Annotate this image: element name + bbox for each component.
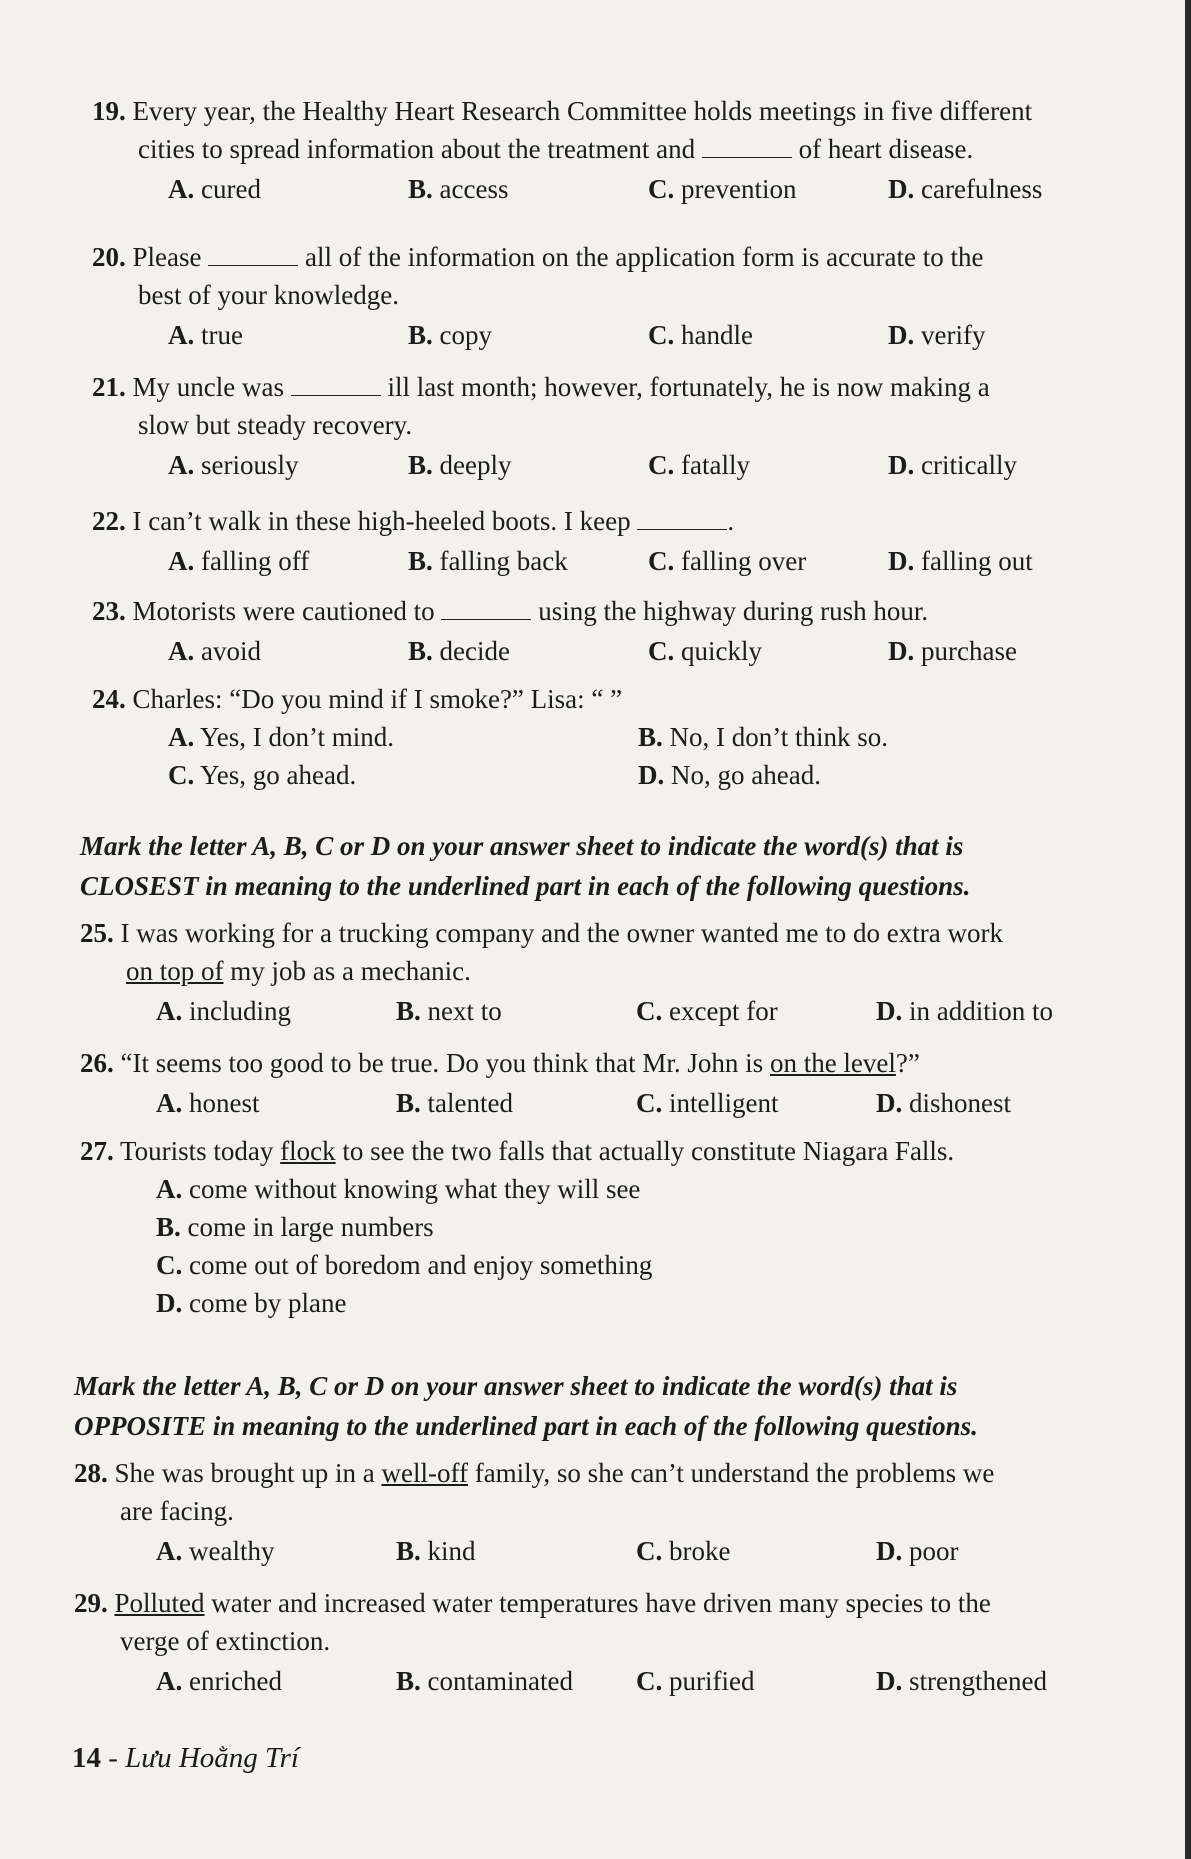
section-instruction-opposite: Mark the letter A, B, C or D on your answer sheet to indicate the word(s) that is OPPOSITE in meaning to the underlined part in each of the following questions.	[74, 1371, 978, 1441]
option-b: B. copy	[408, 320, 492, 350]
question-text: Every year, the Healthy Heart Research Committee holds meetings in five different	[132, 96, 1033, 126]
option-a: A. enriched	[156, 1666, 282, 1696]
question-number: 22.	[92, 506, 126, 536]
question-text: my job as a mechanic.	[230, 956, 471, 986]
question-number: 19.	[92, 96, 126, 126]
question-text: slow but steady recovery.	[138, 410, 413, 440]
option-c: C. except for	[636, 996, 778, 1026]
underlined-phrase: on the level	[769, 1048, 896, 1078]
options-grid	[92, 718, 1182, 794]
option-c: C. falling over	[648, 546, 807, 576]
option-d: D. poor	[876, 1536, 959, 1566]
question-number: 29.	[74, 1588, 108, 1618]
option-d: D. dishonest	[876, 1088, 1012, 1118]
option-b: B. talented	[396, 1088, 513, 1118]
option-a: A. wealthy	[156, 1536, 275, 1566]
underlined-phrase: Polluted	[114, 1588, 205, 1618]
question-text: of heart disease.	[798, 134, 974, 164]
option-c: C. prevention	[648, 174, 797, 204]
option-d: D. strengthened	[876, 1666, 1047, 1696]
option-b: B. No, I don’t think so.	[638, 722, 889, 752]
question-29	[74, 1584, 1180, 1700]
option-b: B. next to	[396, 996, 502, 1026]
option-b: B. access	[408, 174, 509, 204]
question-text: ?”	[895, 1048, 920, 1078]
option-c: C. quickly	[648, 636, 762, 666]
question-text: Charles: “Do you mind if I smoke?” Lisa: “ ”	[132, 684, 623, 714]
options-row	[74, 1662, 1180, 1700]
option-c: C. come out of boredom and enjoy something	[156, 1250, 653, 1280]
page-number: 14	[72, 1742, 101, 1774]
author-name: Lưu Hoằng Trí	[125, 1742, 299, 1774]
options-row	[80, 1084, 1180, 1122]
option-d: D. purchase	[888, 636, 1017, 666]
underlined-phrase: on top of	[126, 956, 224, 986]
option-a: A. true	[168, 320, 243, 350]
options-row	[92, 542, 1182, 580]
question-28	[74, 1454, 1180, 1570]
option-a: A. seriously	[168, 450, 299, 480]
option-d: D. in addition to	[876, 996, 1053, 1026]
question-22	[92, 502, 1182, 580]
option-d: D. falling out	[888, 546, 1033, 576]
option-c: C. broke	[636, 1536, 731, 1566]
answer-blank	[637, 507, 727, 530]
option-b: B. come in large numbers	[156, 1212, 434, 1242]
question-text: are facing.	[120, 1496, 234, 1526]
underlined-phrase: flock	[280, 1136, 336, 1166]
option-a: A. cured	[168, 174, 261, 204]
option-d: D. come by plane	[156, 1288, 347, 1318]
question-text: to see the two falls that actually constitute Niagara Falls.	[342, 1136, 955, 1166]
option-c: C. intelligent	[636, 1088, 779, 1118]
question-text: family, so she can’t understand the problems we	[474, 1458, 995, 1488]
question-25	[80, 914, 1180, 1030]
option-a: A. come without knowing what they will see	[156, 1174, 641, 1204]
question-text: She was brought up in a	[114, 1458, 375, 1488]
option-b: B. contaminated	[396, 1666, 573, 1696]
option-c: C. handle	[648, 320, 753, 350]
question-19	[92, 92, 1182, 208]
answer-blank	[291, 373, 381, 396]
option-a: A. including	[156, 996, 291, 1026]
answer-blank	[208, 243, 298, 266]
question-text: I can’t walk in these high-heeled boots. I keep	[132, 506, 631, 536]
question-text: .	[727, 506, 735, 536]
question-text: all of the information on the application form is accurate to the	[304, 242, 984, 272]
question-text: cities to spread information about the treatment and	[138, 134, 696, 164]
question-text: Please	[132, 242, 202, 272]
options-row	[92, 170, 1182, 208]
question-text: water and increased water temperatures have driven many species to the	[211, 1588, 991, 1618]
question-number: 28.	[74, 1458, 108, 1488]
question-text: verge of extinction.	[120, 1626, 331, 1656]
option-c: C. purified	[636, 1666, 755, 1696]
question-number: 24.	[92, 684, 126, 714]
page-edge-shadow	[1185, 0, 1191, 1859]
option-a: A. falling off	[168, 546, 310, 576]
question-24	[92, 680, 1182, 794]
options-row	[74, 1532, 1180, 1570]
question-text: I was working for a trucking company and the owner wanted me to do extra work	[120, 918, 1003, 948]
option-b: B. deeply	[408, 450, 512, 480]
question-text: ill last month; however, fortunately, he is now making a	[387, 372, 990, 402]
option-d: D. carefulness	[888, 174, 1043, 204]
question-text: Tourists today	[120, 1136, 274, 1166]
question-number: 20.	[92, 242, 126, 272]
page-footer: 14 - Lưu Hoằng Trí	[72, 1742, 299, 1774]
question-number: 25.	[80, 918, 114, 948]
option-c: C. fatally	[648, 450, 750, 480]
question-text: Motorists were cautioned to	[132, 596, 435, 626]
question-23	[92, 592, 1182, 670]
answer-blank	[441, 597, 531, 620]
options-row	[92, 632, 1182, 670]
option-d: D. No, go ahead.	[638, 760, 821, 790]
option-d: D. verify	[888, 320, 986, 350]
options-row	[92, 446, 1182, 484]
question-20	[92, 238, 1182, 354]
option-a: A. honest	[156, 1088, 260, 1118]
question-26	[80, 1044, 1180, 1122]
answer-blank	[702, 135, 792, 158]
question-number: 23.	[92, 596, 126, 626]
option-b: B. falling back	[408, 546, 568, 576]
question-21	[92, 368, 1182, 484]
options-row	[80, 992, 1180, 1030]
option-a: A. avoid	[168, 636, 261, 666]
option-b: B. kind	[396, 1536, 476, 1566]
question-number: 27.	[80, 1136, 114, 1166]
question-text: My uncle was	[132, 372, 284, 402]
question-text: “It seems too good to be true. Do you think that Mr. John is	[120, 1048, 764, 1078]
option-b: B. decide	[408, 636, 510, 666]
question-text: using the highway during rush hour.	[538, 596, 929, 626]
question-text: best of your knowledge.	[138, 280, 399, 310]
underlined-phrase: well-off	[381, 1458, 468, 1488]
option-a: A. Yes, I don’t mind.	[168, 722, 395, 752]
option-c: C. Yes, go ahead.	[168, 760, 357, 790]
question-number: 26.	[80, 1048, 114, 1078]
options-column	[80, 1170, 1180, 1322]
section-instruction-closest: Mark the letter A, B, C or D on your answer sheet to indicate the word(s) that is CLOSEST in meaning to the underlined part in each of the following questions.	[80, 831, 971, 901]
option-d: D. critically	[888, 450, 1017, 480]
question-number: 21.	[92, 372, 126, 402]
question-27	[80, 1132, 1180, 1322]
options-row	[92, 316, 1182, 354]
